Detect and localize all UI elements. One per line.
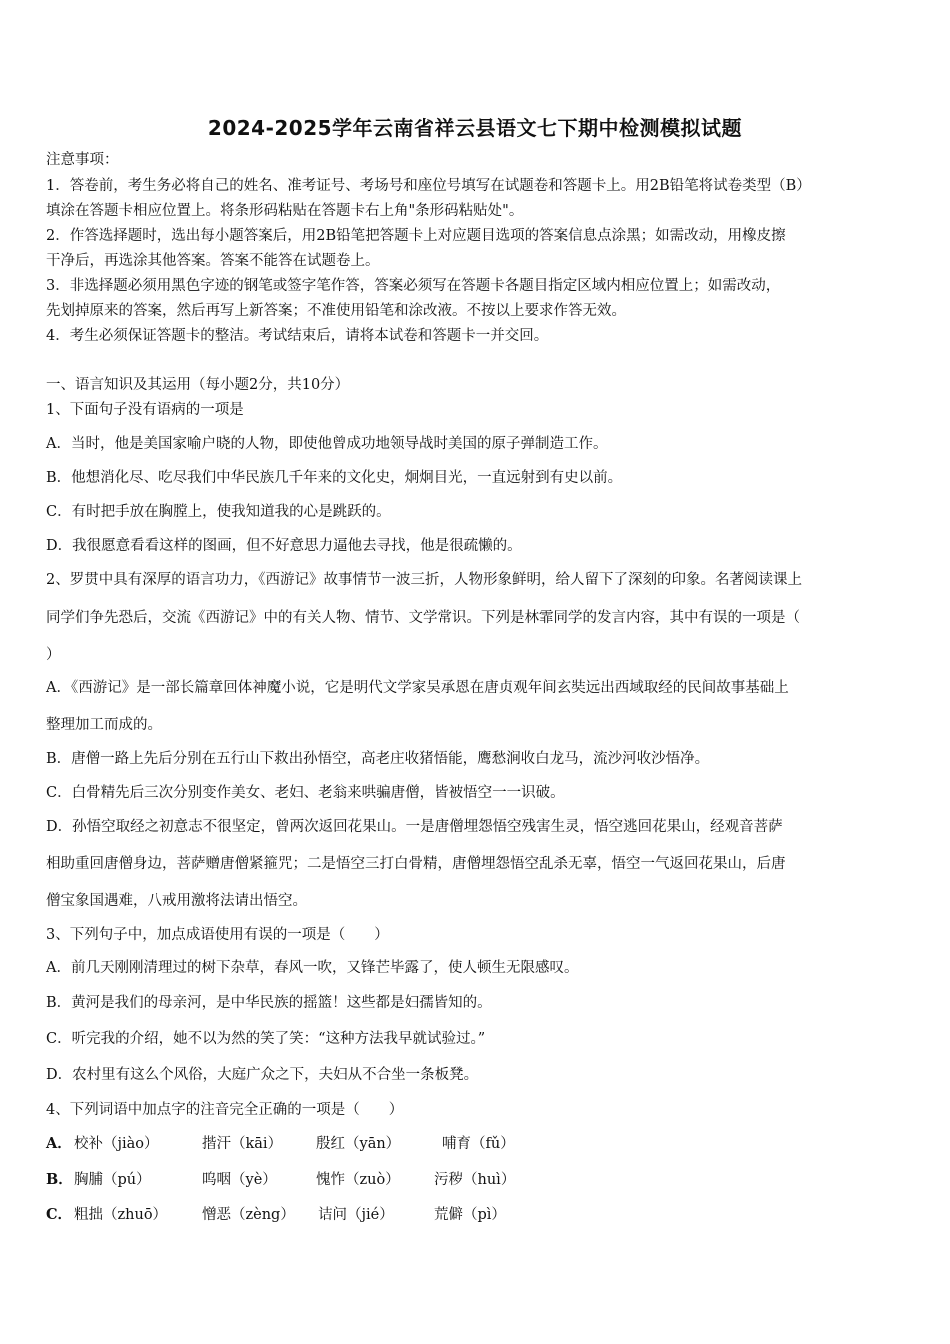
notice-line: 1．答卷前，考生务必将自己的姓名、准考证号、考场号和座位号填写在试题卷和答题卡上。用2B铅笔将试卷类型（B） (46, 178, 811, 194)
option-c: C．有时把手放在胸膛上，使我知道我的心是跳跃的。 (46, 504, 391, 520)
option-b: B．他想消化尽、吃尽我们中华民族几千年来的文化史，炯炯目光，一直远射到有史以前。 (46, 470, 623, 486)
notice-line: 先划掉原来的答案，然后再写上新答案；不准使用铅笔和涂改液。不按以上要求作答无效。 (46, 303, 626, 319)
question-stem: 3、下列句子中，加点成语使用有误的一项是（ ） (46, 927, 389, 943)
option-c: C．白骨精先后三次分别变作美女、老妇、老翁来哄骗唐僧，皆被悟空一一识破。 (46, 785, 565, 801)
option-b (46, 1170, 516, 1190)
word: 哺育（fǔ） (442, 1136, 515, 1152)
option-a: A．《西游记》是一部长篇章回体神魔小说，它是明代文学家吴承恩在唐贞观年间玄奘远出西域取经的民间故事基础上 (46, 680, 789, 696)
option-d: D．孙悟空取经之初意志不很坚定，曾两次返回花果山。一是唐僧埋怨悟空残害生灵，悟空逃回花果山，经观音菩萨 (46, 819, 783, 835)
page-title: 2024-2025学年云南省祥云县语文七下期中检测模拟试题 (207, 116, 743, 140)
question-stem: 4、下列词语中加点字的注音完全正确的一项是（ ） (46, 1102, 404, 1118)
word: 污秽（huì） (434, 1172, 516, 1188)
word: 胸脯（pú） (74, 1172, 151, 1188)
option-label: C． (46, 1206, 73, 1223)
word: 愧怍（zuò） (316, 1172, 400, 1188)
section-heading: 一、语言知识及其运用（每小题2分，共10分） (46, 377, 350, 393)
option-b: B．黄河是我们的母亲河，是中华民族的摇篮！这些都是妇孺皆知的。 (46, 995, 492, 1011)
word: 殷红（yān） (316, 1136, 401, 1152)
option-label: A． (46, 1135, 72, 1152)
question-stem: 同学们争先恐后，交流《西游记》中的有关人物、情节、文学常识。下列是林霏同学的发言内容，其中有误的一项是（ (46, 610, 800, 626)
question-stem: 2、罗贯中具有深厚的语言功力，《西游记》故事情节一波三折，人物形象鲜明，给人留下了深刻的印象。名著阅读课上 (46, 572, 802, 588)
word: 憎恶（zèng） (202, 1207, 295, 1223)
notice-line: 4．考生必须保证答题卡的整洁。考试结束后，请将本试卷和答题卡一并交回。 (46, 328, 549, 344)
word: 荒僻（pì） (434, 1207, 506, 1223)
word: 粗拙（zhuō） (74, 1207, 168, 1223)
word: 揩汗（kāi） (202, 1136, 283, 1152)
option-d: D．农村里有这么个风俗，大庭广众之下，夫妇从不合坐一条板凳。 (46, 1067, 479, 1083)
notice-heading: 注意事项： (46, 152, 119, 168)
word: 校补（jiào） (74, 1136, 159, 1152)
option-c (46, 1205, 506, 1225)
option-d-cont: 相助重回唐僧身边，菩萨赠唐僧紧箍咒；二是悟空三打白骨精，唐僧埋怨悟空乱杀无辜，悟空一气返回花果山，后唐 (46, 856, 786, 872)
word: 呜咽（yè） (202, 1172, 277, 1188)
option-d: D．我很愿意看看这样的图画，但不好意思力逼他去寻找，他是很疏懒的。 (46, 538, 522, 554)
option-a: A．当时，他是美国家喻户晓的人物，即使他曾成功地领导战时美国的原子弹制造工作。 (46, 436, 608, 452)
notice-line: 3．非选择题必须用黑色字迹的钢笔或签字笔作答，答案必须写在答题卡各题目指定区域内相应位置上；如需改动， (46, 278, 781, 294)
notice-line: 填涂在答题卡相应位置上。将条形码粘贴在答题卡右上角"条形码粘贴处"。 (46, 203, 524, 219)
word: 诘问（jié） (318, 1207, 394, 1223)
question-stem: 1、下面句子没有语病的一项是 (46, 402, 244, 418)
option-a-cont: 整理加工而成的。 (46, 717, 162, 733)
question-stem: ） (46, 647, 61, 663)
option-label: B． (46, 1171, 73, 1188)
notice-line: 2．作答选择题时，选出每小题答案后，用2B铅笔把答题卡上对应题目选项的答案信息点涂黑；如需改动，用橡皮擦 (46, 228, 786, 244)
option-a (46, 1134, 515, 1154)
option-c: C．听完我的介绍，她不以为然的笑了笑：“这种方法我早就试验过。” (46, 1031, 486, 1047)
option-d-cont: 僧宝象国遇难，八戒用激将法请出悟空。 (46, 893, 307, 909)
option-a: A．前几天刚刚清理过的树下杂草，春风一吹，又锋芒毕露了，使人顿生无限感叹。 (46, 960, 579, 976)
option-b: B．唐僧一路上先后分别在五行山下救出孙悟空，高老庄收猪悟能，鹰愁涧收白龙马，流沙河收沙悟净。 (46, 751, 710, 767)
notice-line: 干净后，再选涂其他答案。答案不能答在试题卷上。 (46, 253, 380, 269)
